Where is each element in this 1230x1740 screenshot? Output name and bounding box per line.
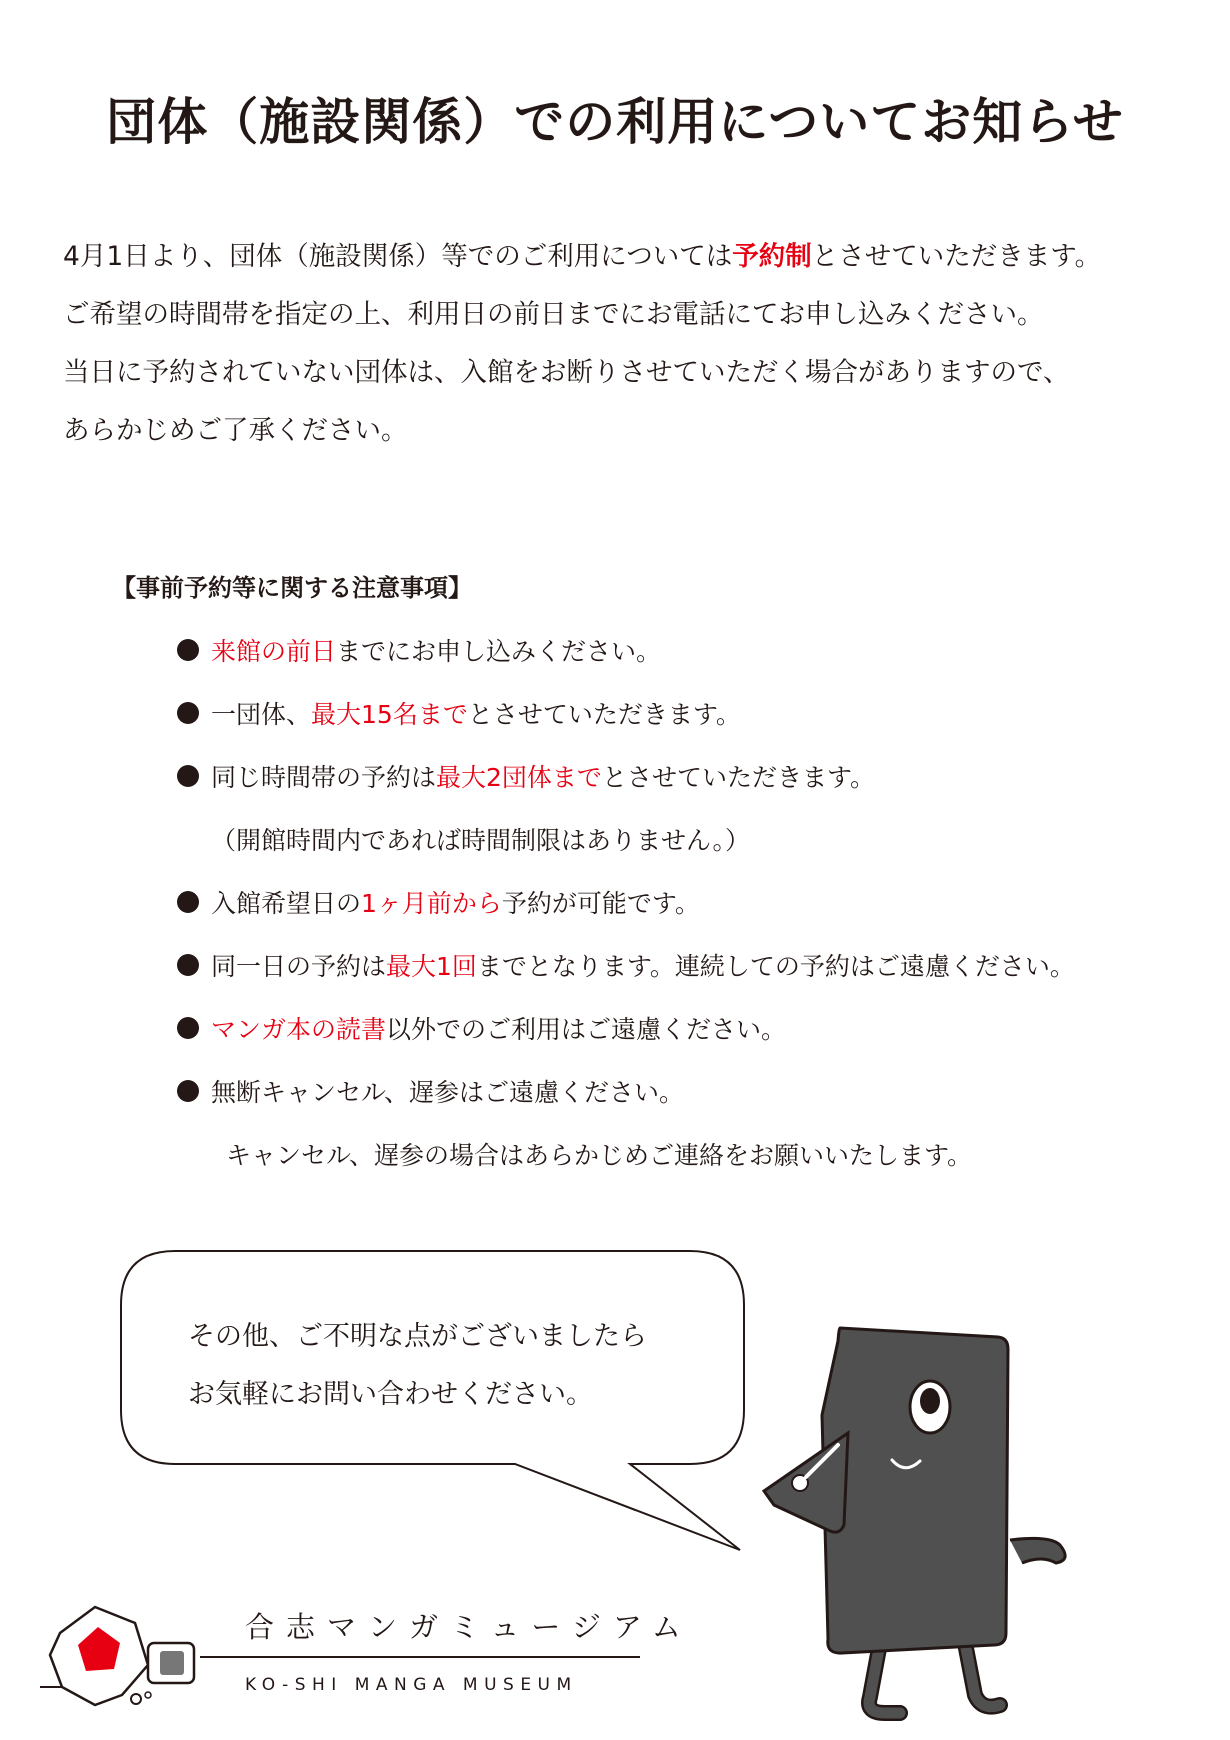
notes-section <box>112 566 1162 1187</box>
note-item-2 <box>112 683 1162 746</box>
note-item-1 <box>112 620 1162 683</box>
mascot-character <box>760 1325 1160 1725</box>
note-4-text: 予約が可能です。 <box>501 889 700 918</box>
bubble-line-1: その他、ご不明な点がございましたら <box>188 1321 647 1352</box>
bubble-line-2: お気軽にお問い合わせください。 <box>188 1379 593 1410</box>
museum-logo <box>40 1595 693 1715</box>
note-item-6 <box>112 998 1162 1061</box>
bullet-icon <box>177 765 199 787</box>
bullet-icon <box>177 891 199 913</box>
note-1-text: までにお申し込みください。 <box>336 637 662 666</box>
intro-line-4: あらかじめご了承ください。 <box>63 415 408 446</box>
reservation-system-highlight: 予約制 <box>732 241 812 272</box>
note-3-text: とさせていただきます。 <box>601 763 875 792</box>
intro-line-1 <box>63 228 1183 286</box>
bullet-icon <box>177 1080 199 1102</box>
intro-line-1-text: 4月1日より、団体（施設関係）等でのご利用については <box>63 241 733 272</box>
note-2-prefix: 一団体、 <box>211 700 312 729</box>
speech-bubble <box>120 1250 745 1465</box>
bullet-icon <box>177 702 199 724</box>
notes-heading: 【事前予約等に関する注意事項】 <box>112 574 472 602</box>
note-item-3 <box>112 746 1162 809</box>
note-3-prefix: 同じ時間帯の予約は <box>211 763 437 792</box>
logo-english-name: KO-SHI MANGA MUSEUM <box>245 1675 578 1695</box>
note-item-7 <box>112 1061 1162 1124</box>
note-3-highlight: 最大2団体まで <box>436 763 602 792</box>
note-4-highlight: 1ヶ月前から <box>361 889 502 918</box>
page-title: 団体（施設関係）での利用についてお知らせ <box>106 93 1124 151</box>
note-5-text: までとなります。連続しての予約はご遠慮ください。 <box>476 952 1075 981</box>
note-6-highlight: マンガ本の読書 <box>211 1015 387 1044</box>
note-7-text: 無断キャンセル、遅参はご遠慮ください。 <box>211 1078 685 1107</box>
intro-paragraph <box>63 228 1183 460</box>
bullet-icon <box>177 954 199 976</box>
note-5-highlight: 最大1回 <box>386 952 477 981</box>
intro-line-3: 当日に予約されていない団体は、入館をお断りさせていただく場合がありますので、 <box>63 357 1070 388</box>
bubble-text <box>188 1308 647 1424</box>
note-5-prefix: 同一日の予約は <box>211 952 387 981</box>
intro-line-2: ご希望の時間帯を指定の上、利用日の前日までにお電話にてお申し込みください。 <box>63 299 1044 330</box>
note-6-text: 以外でのご利用はご遠慮ください。 <box>386 1015 787 1044</box>
bullet-icon <box>177 1017 199 1039</box>
bullet-icon <box>177 639 199 661</box>
logo-japanese-name: 合志マンガミュージアム <box>245 1610 693 1644</box>
note-2-highlight: 最大15名まで <box>311 700 468 729</box>
mascot-illustration <box>760 1325 1160 1725</box>
logo-divider <box>200 1655 640 1659</box>
note-item-5 <box>112 935 1162 998</box>
note-item-4 <box>112 872 1162 935</box>
note-item-3-sub: （開館時間内であれば時間制限はありません。） <box>211 826 751 855</box>
note-4-prefix: 入館希望日の <box>211 889 362 918</box>
note-2-text: とさせていただきます。 <box>467 700 741 729</box>
note-1-highlight: 来館の前日 <box>211 637 337 666</box>
intro-line-1-suffix: とさせていただきます。 <box>811 241 1102 272</box>
note-item-7-sub: キャンセル、遅参の場合はあらかじめご連絡をお願いいたします。 <box>226 1141 973 1170</box>
